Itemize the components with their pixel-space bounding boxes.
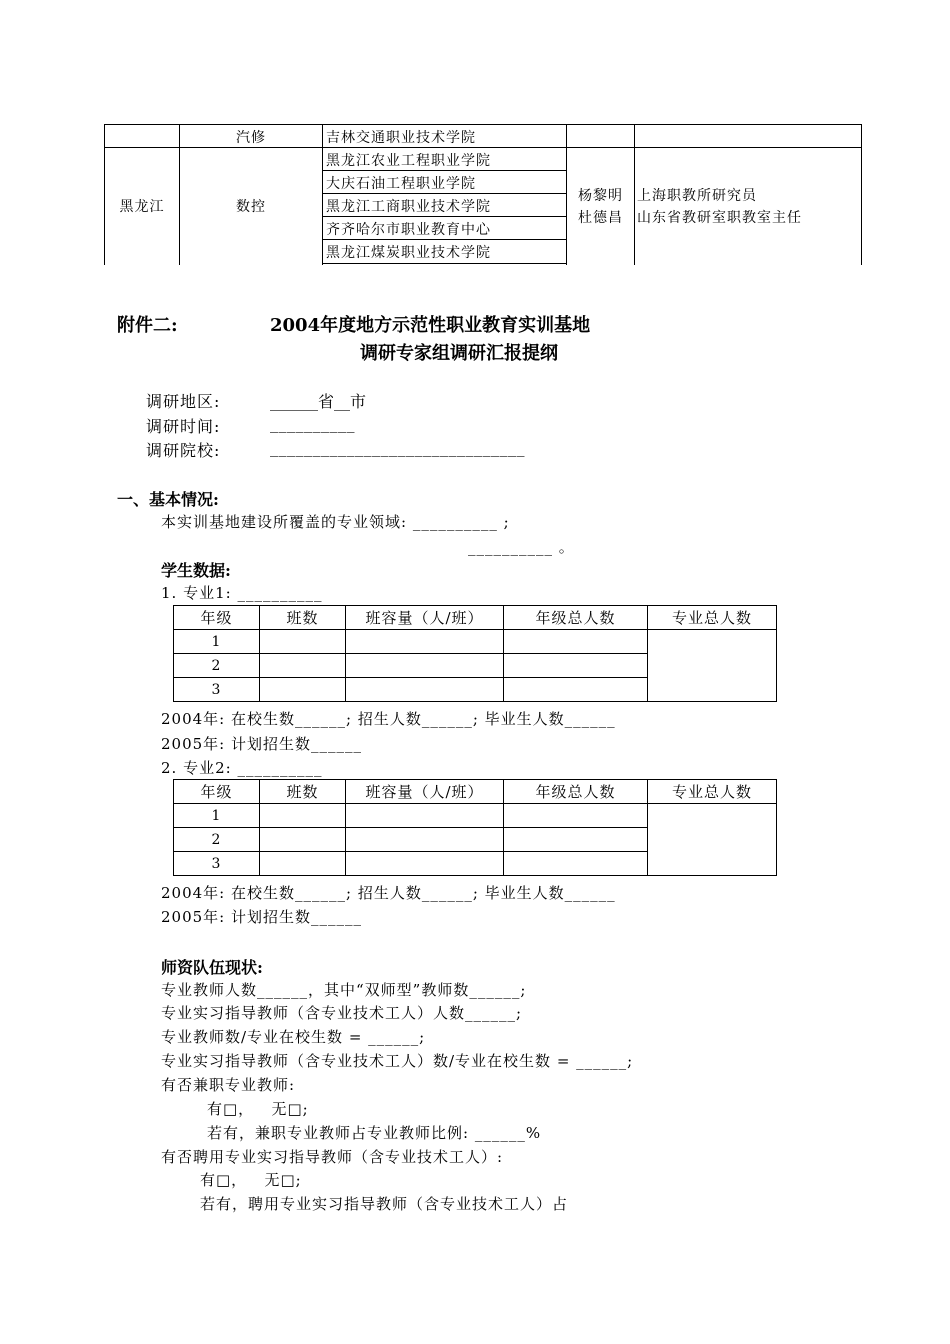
grade-cell: 1 bbox=[174, 630, 260, 654]
header-class-size: 班容量（人/班） bbox=[346, 606, 504, 630]
major1-table bbox=[173, 605, 777, 702]
grade-total-cell[interactable] bbox=[504, 852, 648, 876]
class-size-cell[interactable] bbox=[346, 654, 504, 678]
blank: __ bbox=[334, 392, 351, 411]
school-cell: 黑龙江农业工程职业学院 bbox=[326, 153, 491, 169]
major2-2004-line: 2004年: 在校生数______; 招生人数______; 毕业生人数______ bbox=[161, 884, 616, 902]
grade-cell: 2 bbox=[174, 654, 260, 678]
hire-question: 有否聘用专业实习指导教师（含专业技术工人）: bbox=[161, 1148, 504, 1166]
expert-assignment-table bbox=[104, 124, 862, 265]
class-size-cell[interactable] bbox=[346, 678, 504, 702]
class-size-cell[interactable] bbox=[346, 852, 504, 876]
page-subtitle: 调研专家组调研汇报提纲 bbox=[360, 343, 558, 364]
class-count-cell[interactable] bbox=[260, 630, 346, 654]
school-cell: 齐齐哈尔市职业教育中心 bbox=[326, 222, 491, 238]
grade-total-cell[interactable] bbox=[504, 654, 648, 678]
expert-name: 杜德昌 bbox=[578, 210, 623, 226]
major1-2005-line: 2005年: 计划招生数______ bbox=[161, 735, 362, 753]
header-grade-total: 年级总人数 bbox=[504, 606, 648, 630]
class-size-cell[interactable] bbox=[346, 804, 504, 828]
table-header-row bbox=[174, 780, 777, 804]
school-cell: 黑龙江工商职业技术学院 bbox=[326, 199, 491, 215]
parttime-choice[interactable]: 有□， 无□; bbox=[207, 1100, 309, 1118]
major-total-cell[interactable] bbox=[648, 630, 777, 702]
grade-cell: 2 bbox=[174, 828, 260, 852]
class-count-cell[interactable] bbox=[260, 654, 346, 678]
city-word: 市 bbox=[350, 392, 367, 411]
header-major-total: 专业总人数 bbox=[648, 606, 777, 630]
grade-cell: 3 bbox=[174, 852, 260, 876]
blank: ______ bbox=[270, 392, 318, 411]
table-row bbox=[174, 804, 777, 828]
class-count-cell[interactable] bbox=[260, 852, 346, 876]
time-label: 调研时间: bbox=[146, 417, 221, 436]
header-grade: 年级 bbox=[174, 606, 260, 630]
major-cell: 数控 bbox=[236, 199, 266, 215]
region-label: 调研地区: bbox=[146, 392, 221, 411]
major-total-cell[interactable] bbox=[648, 804, 777, 876]
region-value bbox=[270, 389, 366, 412]
class-count-cell[interactable] bbox=[260, 678, 346, 702]
section-basic-title: 一、基本情况: bbox=[117, 490, 219, 509]
grade-total-cell[interactable] bbox=[504, 678, 648, 702]
school-blank: ______________________________ bbox=[270, 438, 525, 457]
header-class-count: 班数 bbox=[260, 606, 346, 630]
province-cell: 黑龙江 bbox=[119, 199, 165, 215]
school-cell: 大庆石油工程职业学院 bbox=[326, 176, 476, 192]
table-header-row bbox=[174, 606, 777, 630]
attachment-prefix: 附件二: bbox=[117, 315, 178, 336]
table-row bbox=[174, 630, 777, 654]
major1-2004-line: 2004年: 在校生数______; 招生人数______; 毕业生人数______ bbox=[161, 710, 616, 728]
student-data-title: 学生数据: bbox=[161, 561, 231, 580]
major2-2005-line: 2005年: 计划招生数______ bbox=[161, 908, 362, 926]
major2-label: 2. 专业2: __________ bbox=[161, 759, 323, 777]
major-cell: 汽修 bbox=[236, 130, 266, 146]
teachers-line: 有否兼职专业教师: bbox=[161, 1076, 296, 1094]
field-line-1: 本实训基地建设所覆盖的专业领域: __________ ; bbox=[161, 513, 510, 531]
teachers-line: 专业实习指导教师（含专业技术工人）数/专业在校生数 = ______; bbox=[161, 1052, 634, 1070]
header-class-count: 班数 bbox=[260, 780, 346, 804]
teachers-title: 师资队伍现状: bbox=[161, 958, 263, 977]
teachers-line: 专业教师人数______，其中“双师型”教师数______; bbox=[161, 981, 527, 999]
province-word: 省 bbox=[318, 392, 335, 411]
class-count-cell[interactable] bbox=[260, 828, 346, 852]
grade-cell: 3 bbox=[174, 678, 260, 702]
header-class-size: 班容量（人/班） bbox=[346, 780, 504, 804]
grade-total-cell[interactable] bbox=[504, 630, 648, 654]
expert-title: 山东省教研室职教室主任 bbox=[637, 210, 802, 226]
parttime-ratio: 若有，兼职专业教师占专业教师比例: ______% bbox=[207, 1124, 542, 1142]
major2-table bbox=[173, 779, 777, 876]
grade-cell: 1 bbox=[174, 804, 260, 828]
teachers-line: 专业实习指导教师（含专业技术工人）人数______; bbox=[161, 1004, 523, 1022]
school-cell: 吉林交通职业技术学院 bbox=[326, 130, 476, 146]
field-line-2: __________ 。 bbox=[468, 538, 575, 556]
teachers-line: 专业教师数/专业在校生数 = ______; bbox=[161, 1028, 426, 1046]
header-major-total: 专业总人数 bbox=[648, 780, 777, 804]
time-blank: __________ bbox=[270, 414, 355, 433]
class-size-cell[interactable] bbox=[346, 630, 504, 654]
header-grade-total: 年级总人数 bbox=[504, 780, 648, 804]
hire-ratio: 若有，聘用专业实习指导教师（含专业技术工人）占 bbox=[200, 1195, 569, 1213]
header-grade: 年级 bbox=[174, 780, 260, 804]
school-label: 调研院校: bbox=[146, 441, 221, 460]
class-size-cell[interactable] bbox=[346, 828, 504, 852]
expert-name: 杨黎明 bbox=[578, 188, 623, 204]
hire-choice[interactable]: 有□， 无□; bbox=[200, 1171, 302, 1189]
grade-total-cell[interactable] bbox=[504, 804, 648, 828]
expert-title: 上海职教所研究员 bbox=[637, 188, 757, 204]
major1-label: 1. 专业1: __________ bbox=[161, 584, 323, 602]
class-count-cell[interactable] bbox=[260, 804, 346, 828]
page-title: 2004年度地方示范性职业教育实训基地 bbox=[270, 315, 591, 336]
school-cell: 黑龙江煤炭职业技术学院 bbox=[326, 245, 491, 261]
grade-total-cell[interactable] bbox=[504, 828, 648, 852]
